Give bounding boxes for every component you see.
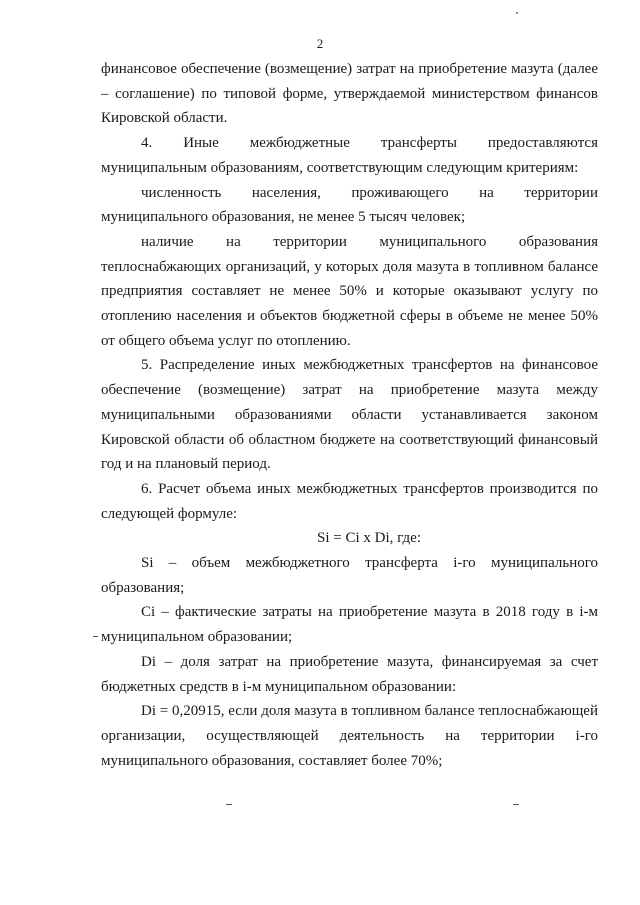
definition: Di – доля затрат на приобретение мазута, финансируемая за счет бюджетных средств в i-м муниципальном образовании: bbox=[101, 653, 598, 695]
paragraph: 4. Иные межбюджетные трансферты предоставляются муниципальным образованиям, соответствующим следующим критериям: bbox=[101, 135, 598, 176]
definition: Si – объем межбюджетного трансферта i-го муниципального образования; bbox=[101, 555, 598, 596]
definition: Di = 0,20915, если доля мазута в топливном балансе теплоснабжающей организации, осуществляющей деятельность на территории i-го муниципального образования, составляет более 70%; bbox=[101, 703, 598, 769]
scan-mark bbox=[226, 804, 232, 805]
paragraph: финансовое обеспечение (возмещение) затрат на приобретение мазута (далее – соглашение) по типовой форме, утверждаемой министерством финансов Кировской области. bbox=[101, 61, 598, 127]
paragraph: наличие на территории муниципального образования теплоснабжающих организаций, у которых доля мазута в топливном балансе предприятия составляет не менее 50% и которые оказывают услугу по отоплению населения и объектов бюджетной сферы в объеме не менее 50% от общего объема услуг по отоплению. bbox=[101, 233, 598, 349]
scan-speck bbox=[516, 12, 518, 14]
definition: Ci – фактические затраты на приобретение мазута в 2018 году в i-м муниципальном образовании; bbox=[101, 604, 598, 646]
formula: Si = Ci x Di, где: bbox=[317, 530, 422, 547]
scan-mark bbox=[513, 804, 519, 805]
paragraph: 5. Распределение иных межбюджетных трансфертов на финансовое обеспечение (возмещение) затрат на приобретение мазута между муниципальными образованиями области устанавливается законом Кировской области об областном бюджете на соответствующий финансовый год и на плановый период. bbox=[101, 357, 598, 473]
paragraph: 6. Расчет объема иных межбюджетных трансфертов производится по следующей формуле: bbox=[101, 480, 598, 522]
paragraph: численность населения, проживающего на территории муниципального образования, не менее 5 тысяч человек; bbox=[101, 184, 598, 226]
document-body bbox=[101, 57, 598, 773]
page-number: 2 bbox=[316, 36, 324, 51]
scan-mark bbox=[93, 636, 98, 637]
